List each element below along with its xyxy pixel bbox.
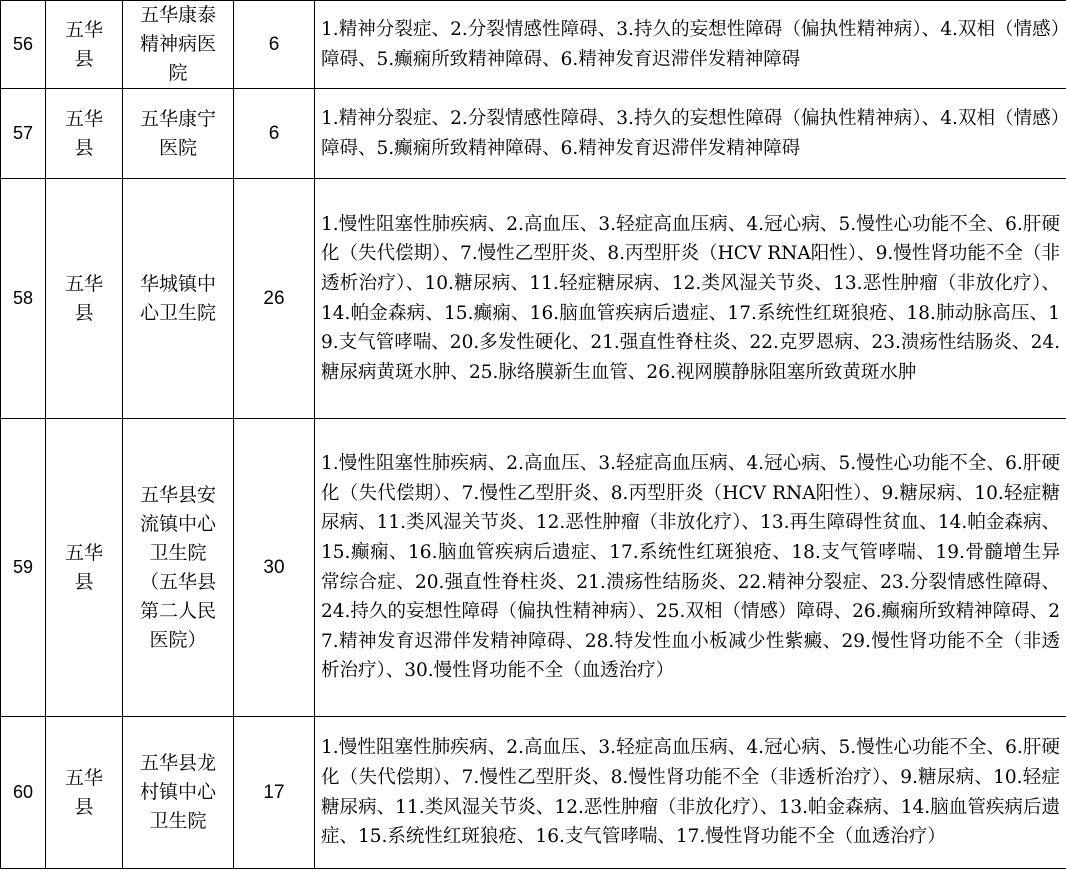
row-number: 59 — [1, 419, 46, 717]
disease-list: 1.慢性阻塞性肺疾病、2.高血压、3.轻症高血压病、4.冠心病、5.慢性心功能不全、6.肝硬化（失代偿期）、7.慢性乙型肝炎、8.慢性肾功能不全（非透析治疗）、9.糖尿病、10.轻症糖尿病、11.类风湿关节炎、12.恶性肿瘤（非放化疗）、13.帕金森病、14.脑血管疾病后遗症、15.系统性红斑狼疮、16.支气管哮喘、17.慢性肾功能不全（血透治疗） — [315, 717, 1066, 869]
county-name: 五华县 — [64, 766, 103, 818]
row-number: 56 — [1, 1, 46, 89]
table-row — [1, 89, 1066, 179]
row-number: 60 — [1, 717, 46, 869]
row-number: 57 — [1, 89, 46, 179]
institution-name: 五华县安流镇中心卫生院（五华县第二人民医院） — [139, 483, 216, 651]
county-name: 五华县 — [64, 541, 103, 593]
county-name: 五华县 — [64, 107, 103, 159]
table-row — [1, 1, 1066, 89]
institution-name: 五华县龙村镇中心卫生院 — [139, 752, 216, 832]
disease-count: 6 — [234, 89, 315, 179]
table-row — [1, 717, 1066, 869]
row-number: 58 — [1, 179, 46, 419]
table-row — [1, 179, 1066, 419]
table-row — [1, 419, 1066, 717]
disease-count: 6 — [234, 1, 315, 89]
institution-name: 华城镇中心卫生院 — [139, 272, 216, 324]
county-name: 五华县 — [64, 18, 103, 70]
disease-count: 30 — [234, 419, 315, 717]
disease-count: 17 — [234, 717, 315, 869]
institution-name: 五华康宁医院 — [139, 107, 216, 159]
disease-list: 1.精神分裂症、2.分裂情感性障碍、3.持久的妄想性障碍（偏执性精神病）、4.双相（情感）障碍、5.癫痫所致精神障碍、6.精神发育迟滞伴发精神障碍 — [315, 89, 1066, 179]
institution-name: 五华康泰精神病医院 — [139, 4, 216, 84]
disease-list: 1.精神分裂症、2.分裂情感性障碍、3.持久的妄想性障碍（偏执性精神病）、4.双相（情感）障碍、5.癫痫所致精神障碍、6.精神发育迟滞伴发精神障碍 — [315, 1, 1066, 89]
county-name: 五华县 — [64, 272, 103, 324]
disease-list: 1.慢性阻塞性肺疾病、2.高血压、3.轻症高血压病、4.冠心病、5.慢性心功能不全、6.肝硬化（失代偿期）、7.慢性乙型肝炎、8.丙型肝炎（HCV RNA阳性）、9.慢性肾功能不全（非透析治疗）、10.糖尿病、11.轻症糖尿病、12.类风湿关节炎、13.恶性肿瘤（非放化疗）、14.帕金森病、15.癫痫、16.脑血管疾病后遗症、17.系统性红斑狼疮、18.肺动脉高压、19.支气管哮喘、20.多发性硬化、21.强直性脊柱炎、22.克罗恩病、23.溃疡性结肠炎、24.糖尿病黄斑水肿、25.脉络膜新生血管、26.视网膜静脉阻塞所致黄斑水肿 — [315, 179, 1066, 419]
disease-count: 26 — [234, 179, 315, 419]
disease-list: 1.慢性阻塞性肺疾病、2.高血压、3.轻症高血压病、4.冠心病、5.慢性心功能不全、6.肝硬化（失代偿期）、7.慢性乙型肝炎、8.丙型肝炎（HCV RNA阳性）、9.糖尿病、10.轻症糖尿病、11.类风湿关节炎、12.恶性肿瘤（非放化疗）、13.再生障碍性贫血、14.帕金森病、15.癫痫、16.脑血管疾病后遗症、17.系统性红斑狼疮、18.支气管哮喘、19.骨髓增生异常综合症、20.强直性脊柱炎、21.溃疡性结肠炎、22.精神分裂症、23.分裂情感性障碍、24.持久的妄想性障碍（偏执性精神病）、25.双相（情感）障碍、26.癫痫所致精神障碍、27.精神发育迟滞伴发精神障碍、28.特发性血小板减少性紫癜、29.慢性肾功能不全（非透析治疗）、30.慢性肾功能不全（血透治疗） — [315, 419, 1066, 717]
